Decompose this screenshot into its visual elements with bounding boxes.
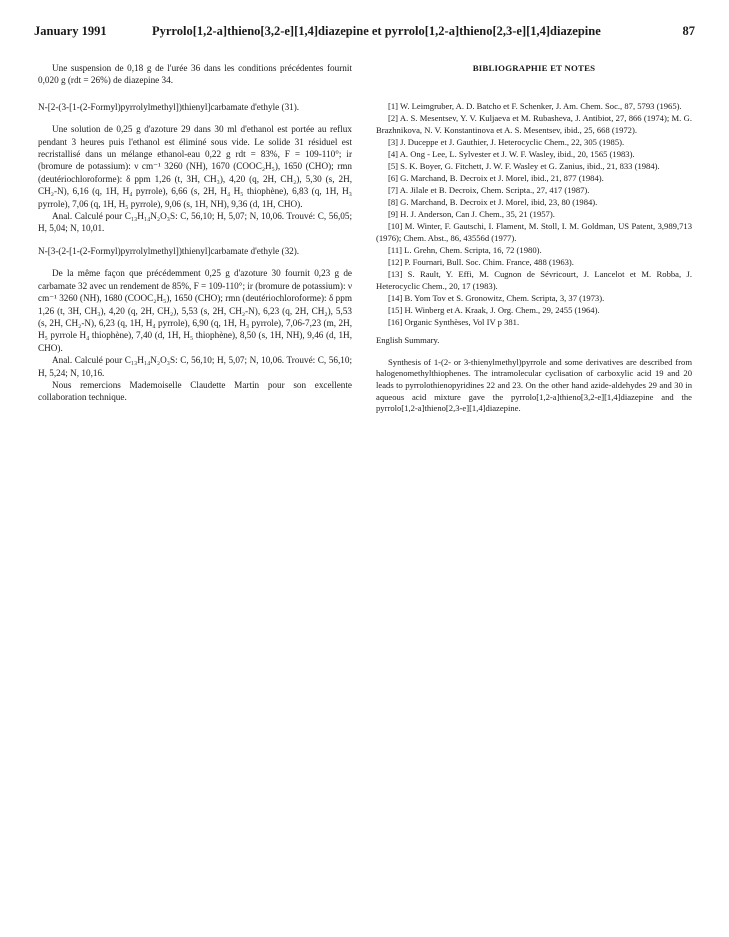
reference-item: [10] M. Winter, F. Gautschi, I. Flament, M. Stoll, I. M. Goldman, US Patent, 3,989,713 (1976); Chem. Abst., 86, 43556d (1977). xyxy=(376,221,692,244)
reference-item: [14] B. Yom Tov et S. Gronowitz, Chem. Scripta, 3, 37 (1973). xyxy=(388,293,605,304)
reference-item: [6] G. Marchand, B. Decroix et J. Morel, ibid., 21, 877 (1984). xyxy=(388,173,604,184)
reference-item: [4] A. Ong - Lee, L. Sylvester et J. W. F. Wasley, ibid., 20, 1565 (1983). xyxy=(388,149,635,160)
reference-item: [15] H. Winberg et A. Kraak, J. Org. Chem., 29, 2455 (1964). xyxy=(388,305,600,316)
page-number: 87 xyxy=(682,24,695,38)
paragraph-urea-36: Une suspension de 0,18 g de l'urée 36 dans les conditions précédentes fournit 0,020 g (rdt = 26%) de diazepine 34. xyxy=(38,63,352,86)
reference-item: [16] Organic Synthèses, Vol IV p 381. xyxy=(388,317,520,328)
header-title: Pyrrolo[1,2-a]thieno[3,2-e][1,4]diazepine et pyrrolo[1,2-a]thieno[2,3-e][1,4]diazepine xyxy=(152,24,601,38)
reference-item: [7] A. Jilale et B. Decroix, Chem. Scripta., 27, 417 (1987). xyxy=(388,185,590,196)
procedure-32: De la même façon que précédemment 0,25 g d'azoture 30 fournit 0,23 g de carbamate 32 avec un rendement de 85%, F = 109-110°; ir (bromure de potassium): ν cm⁻¹ 3260 (NH), 1680 (COOC₂H₅), 1650 (CHO); rmn (deutériochloroforme): δ ppm 1,26 (t, 3H, CH₃), 4,20 (q, 2H, CH₂), 5,53 (s, 2H, CH₂-N), 6,23 (q, 2H, CH₂), 5,53 (s, 2H, CH₂-N), 6,23 (q, 1H, H₄ pyrrole), 6,90 (q, 1H, H₃ pyrrole), 7,06-7,23 (m, 2H, H₅ pyrrole H₄ thiophène), 7,40 (d, 1H, H₅ thiophène), 8,50 (s, 1H, NH), 9,46 (d, 1H, CHO). xyxy=(38,268,352,353)
english-summary-title: English Summary. xyxy=(376,335,440,346)
right-column xyxy=(376,62,692,415)
compound-title-32: N-[3-(2-[1-(2-Formyl)pyrrolylmethyl])thienyl]carbamate d'ethyle (32). xyxy=(38,245,300,256)
reference-item: [11] L. Grehn, Chem. Scripta, 16, 72 (1980). xyxy=(388,245,542,256)
reference-list xyxy=(376,100,692,328)
procedure-31: Une solution de 0,25 g d'azoture 29 dans 30 ml d'ethanol est portée au reflux pendant 3 heures puis l'ethanol est éliminé sous vide. Le solide 31 résiduel est recristallisé dans un mélange ethanol-eau 0,22 g rdt = 83%, F = 109-110°; ir (bromure de potassium): ν cm⁻¹ 3260 (NH), 1670 (COOC₂H₅), 1650 (CHO); rmn (deutériochloroforme): δ ppm 1,26 (t, 3H, CH₃), 4,20 (q, 2H, CH₂), 5,30 (s, 2H, CH₂-N), 6,16 (q, 1H, H₄ pyrrole), 6,66 (s, 2H, H₄ H₅ thiophène), 6,83 (q, 1H, H₃ pyrrole), 7,06 (q, 1H, H₅ pyrrole), 9,06 (s, 1H, NH), 9,36 (d, 1H, CHO). xyxy=(38,124,352,209)
header-date: January 1991 xyxy=(34,24,107,38)
reference-item: [1] W. Leimgruber, A. D. Batcho et F. Schenker, J. Am. Chem. Soc., 87, 5793 (1965). xyxy=(388,101,682,112)
reference-item: [12] P. Fournari, Bull. Soc. Chim. France, 488 (1963). xyxy=(388,257,574,268)
running-header xyxy=(34,24,695,44)
reference-item: [13] S. Rault, Y. Effi, M. Cugnon de Sévricourt, J. Lancelot et M. Robba, J. Heterocyclic Chem., 20, 17 (1983). xyxy=(376,269,692,292)
reference-item: [8] G. Marchand, B. Decroix et J. Morel, ibid, 23, 80 (1984). xyxy=(388,197,598,208)
reference-item: [9] H. J. Anderson, Can J. Chem., 35, 21 (1957). xyxy=(388,209,555,220)
left-column xyxy=(38,62,352,404)
english-summary-text: Synthesis of 1-(2- or 3-thienylmethyl)pyrrole and some derivatives are described from halogenomethylthiophenes. The intramolecular cyclisation of carboxylic acid 19 and 20 leads to pyrrolothienopyridines 22 and 23. On the other hand azide-aldehydes 29 and 30 in aqueous acid mixture gave the pyrrolo[1,2-a]thieno[3,2-e][1,4]diazepine and the pyrrolo[1,2-a]thieno[2,3-e][1,4]diazepine. xyxy=(376,356,692,414)
analysis-32: Anal. Calculé pour C₁₃H₁₄N₂O₃S: C, 56,10; H, 5,07; N, 10,06. Trouvé: C, 56,10; H, 5,24; N, 10,16. xyxy=(38,355,352,378)
analysis-31: Anal. Calculé pour C₁₃H₁₄N₂O₃S: C, 56,10; H, 5,07; N, 10,06. Trouvé: C, 56,05; H, 5,04; N, 10,01. xyxy=(38,211,352,234)
bibliography-heading: BIBLIOGRAPHIE ET NOTES xyxy=(472,63,596,73)
acknowledgements: Nous remercions Mademoiselle Claudette Martin pour son excellente collaboration technique. xyxy=(38,379,352,403)
compound-title-31: N-[2-(3-[1-(2-Formyl)pyrrolylmethyl])thienyl]carbamate d'ethyle (31). xyxy=(38,101,300,112)
reference-item: [5] S. K. Boyer, G. Fitchett, J. W. F. Wasley et G. Zanius, ibid., 21, 833 (1984). xyxy=(388,161,660,172)
reference-item: [3] J. Duceppe et J. Gauthier, J. Heterocyclic Chem., 22, 305 (1985). xyxy=(388,137,625,148)
reference-item: [2] A. S. Mesentsev, Y. V. Kuljaeva et M. Rubasheva, J. Antibiot, 27, 866 (1974); M. G. Brazhnikova, N. V. Konstantinova et A. S. Mesentsev, ibid., 25, 668 (1972). xyxy=(376,113,692,136)
